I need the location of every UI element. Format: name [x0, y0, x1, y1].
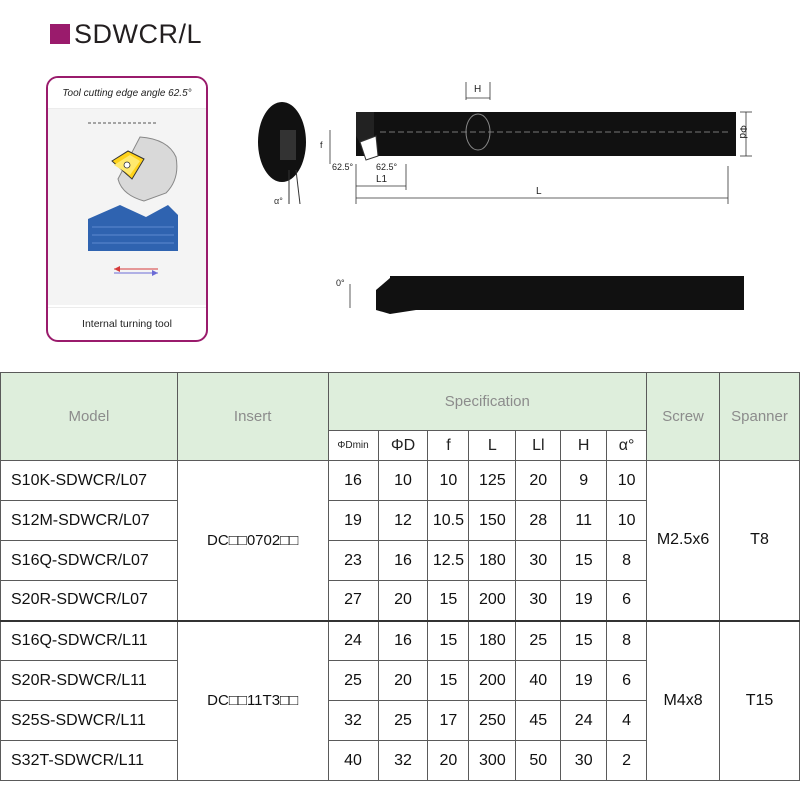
page-title: SDWCR/L [74, 18, 203, 49]
value-cell: 32 [328, 701, 378, 741]
value-cell: 15 [561, 621, 607, 661]
model-cell: S32T-SDWCR/L11 [1, 741, 178, 781]
title-block [50, 16, 202, 52]
value-cell: 8 [607, 541, 647, 581]
col-header-d: ΦD [378, 431, 428, 461]
value-cell: 20 [378, 581, 428, 621]
value-cell: 4 [607, 701, 647, 741]
card-caption-bottom: Internal turning tool [48, 307, 206, 340]
value-cell: 15 [428, 581, 469, 621]
alpha-label: α° [274, 196, 283, 206]
h-dimension-label: H [474, 84, 482, 95]
angle-right-label: 62.5° [376, 162, 398, 172]
value-cell: 16 [378, 541, 428, 581]
value-cell: 32 [378, 741, 428, 781]
value-cell: 40 [328, 741, 378, 781]
model-cell: S25S-SDWCR/L11 [1, 701, 178, 741]
spanner-cell: T15 [720, 621, 800, 781]
model-cell: S16Q-SDWCR/L11 [1, 621, 178, 661]
header-model: Model [1, 373, 178, 461]
col-header-dmin: ΦDmin [328, 431, 378, 461]
internal-turning-illustration [48, 109, 206, 305]
value-cell: 9 [561, 461, 607, 501]
product-header [0, 0, 800, 372]
table-row [1, 461, 800, 501]
model-cell: S16Q-SDWCR/L07 [1, 541, 178, 581]
value-cell: 45 [516, 701, 561, 741]
value-cell: 12.5 [428, 541, 469, 581]
l1-dimension-label: L1 [376, 174, 388, 185]
model-cell: S10K-SDWCR/L07 [1, 461, 178, 501]
angle-left-label: 62.5° [332, 162, 354, 172]
tool-technical-drawing [240, 70, 760, 350]
value-cell: 50 [516, 741, 561, 781]
value-cell: 30 [516, 541, 561, 581]
header-spanner: Spanner [720, 373, 800, 461]
value-cell: 30 [516, 581, 561, 621]
value-cell: 15 [428, 661, 469, 701]
spanner-cell: T8 [720, 461, 800, 621]
value-cell: 200 [469, 661, 516, 701]
value-cell: 19 [328, 501, 378, 541]
value-cell: 20 [428, 741, 469, 781]
value-cell: 2 [607, 741, 647, 781]
value-cell: 15 [561, 541, 607, 581]
screw-cell: M4x8 [647, 621, 720, 781]
diameter-label: Φd [737, 125, 748, 139]
value-cell: 250 [469, 701, 516, 741]
value-cell: 23 [328, 541, 378, 581]
value-cell: 24 [561, 701, 607, 741]
header-insert: Insert [177, 373, 328, 461]
value-cell: 10 [428, 461, 469, 501]
title-marker-icon [50, 24, 70, 44]
value-cell: 16 [328, 461, 378, 501]
col-header-f: f [428, 431, 469, 461]
value-cell: 300 [469, 741, 516, 781]
col-header-h: H [561, 431, 607, 461]
model-cell: S12M-SDWCR/L07 [1, 501, 178, 541]
value-cell: 6 [607, 581, 647, 621]
insert-cell: DC□□0702□□ [177, 461, 328, 621]
value-cell: 180 [469, 541, 516, 581]
value-cell: 20 [516, 461, 561, 501]
value-cell: 10 [378, 461, 428, 501]
zero-angle-label: 0° [336, 278, 345, 288]
value-cell: 24 [328, 621, 378, 661]
f-dimension-label: f [320, 140, 323, 150]
model-cell: S20R-SDWCR/L07 [1, 581, 178, 621]
col-header-l1: Ll [516, 431, 561, 461]
value-cell: 15 [428, 621, 469, 661]
cutting-angle-card [46, 76, 208, 342]
value-cell: 10.5 [428, 501, 469, 541]
l-dimension-label: L [536, 186, 542, 197]
value-cell: 27 [328, 581, 378, 621]
table-row [1, 621, 800, 661]
value-cell: 25 [378, 701, 428, 741]
value-cell: 30 [561, 741, 607, 781]
value-cell: 125 [469, 461, 516, 501]
col-header-l: L [469, 431, 516, 461]
value-cell: 6 [607, 661, 647, 701]
screw-cell: M2.5x6 [647, 461, 720, 621]
value-cell: 19 [561, 581, 607, 621]
value-cell: 12 [378, 501, 428, 541]
value-cell: 25 [328, 661, 378, 701]
spec-table [0, 372, 800, 781]
value-cell: 10 [607, 501, 647, 541]
value-cell: 10 [607, 461, 647, 501]
value-cell: 200 [469, 581, 516, 621]
value-cell: 16 [378, 621, 428, 661]
value-cell: 8 [607, 621, 647, 661]
insert-cell: DC□□11T3□□ [177, 621, 328, 781]
value-cell: 19 [561, 661, 607, 701]
model-cell: S20R-SDWCR/L11 [1, 661, 178, 701]
value-cell: 17 [428, 701, 469, 741]
card-caption-top: Tool cutting edge angle 62.5° [48, 78, 206, 109]
value-cell: 28 [516, 501, 561, 541]
value-cell: 25 [516, 621, 561, 661]
header-specification: Specification [328, 373, 647, 431]
value-cell: 180 [469, 621, 516, 661]
col-header-alpha: α° [607, 431, 647, 461]
header-screw: Screw [647, 373, 720, 461]
value-cell: 150 [469, 501, 516, 541]
value-cell: 11 [561, 501, 607, 541]
value-cell: 40 [516, 661, 561, 701]
value-cell: 20 [378, 661, 428, 701]
